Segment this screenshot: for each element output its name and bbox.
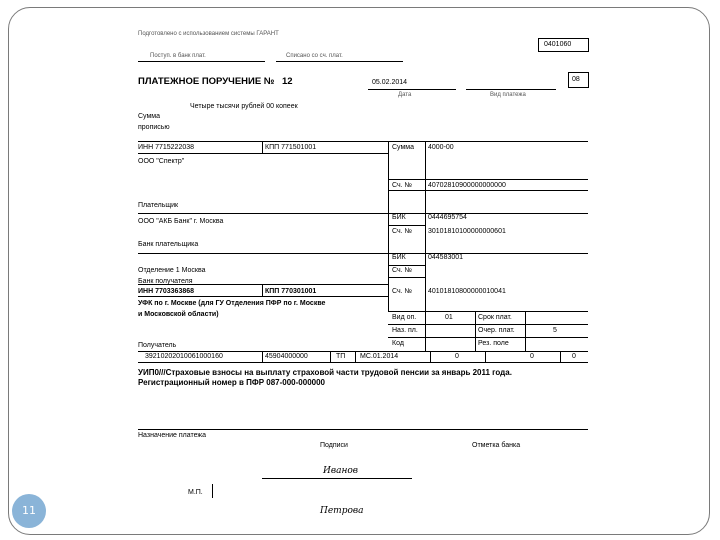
signature-2: Петрова [320,506,364,516]
payee-kpp: КПП 770301001 [265,288,317,295]
payer-account-label: Сч. № [392,182,413,189]
op-type-label: Вид оп. [392,314,417,321]
tax-type: 0 [572,353,576,360]
payee-inn: ИНН 7703363868 [138,288,195,295]
payee-name-1: УФК по г. Москве (для ГУ Отделения ПФР по г. Москве [138,300,326,307]
slide-frame [8,7,710,535]
payee-bank-name: Отделение 1 Москва [138,267,206,274]
purpose-label: Назначение платежа [138,432,206,439]
payee-name-2: и Московской области) [138,311,219,318]
payee-account-label: Сч. № [392,288,413,295]
date-label: Дата [398,92,412,98]
purpose-code-label: Наз. пл. [392,327,418,334]
order-value: 5 [553,327,557,334]
sum-value: 4000-00 [428,144,454,151]
payer-bank-bik: 0444695754 [428,214,467,221]
order-number: 12 [282,76,293,87]
tax-period: МС.01.2014 [360,353,399,360]
due-label: Срок плат. [478,314,512,321]
reserve-label: Рез. поле [478,340,509,347]
sum-label: Сумма [392,144,414,151]
payee-account: 40101810800000010041 [428,288,506,295]
payee-bank-bik-label: БИК [392,254,406,261]
tax-oktmo: 45904000000 [265,353,308,360]
code-label: Код [392,340,404,347]
payer-bank-name: ООО "АКБ Банк" г. Москва [138,218,224,225]
payee-bank-account-label: Сч. № [392,267,413,274]
tax-basis: ТП [336,353,346,360]
payee-bank-bik: 044583001 [428,254,464,261]
tax-kbk: 39210202010061000160 [145,353,223,360]
page-number-badge: 11 [12,494,46,528]
amount-words: Четыре тысячи рублей 00 копеек [190,103,298,110]
amount-label-1: Сумма [138,113,160,120]
payer-inn: ИНН 7715222038 [138,144,195,151]
order-label: Очер. плат. [478,327,515,334]
op-type: 01 [445,314,453,321]
payer-bank-label: Банк плательщика [138,241,199,248]
payer-bank-bik-label: БИК [392,214,406,221]
prepared-note: Подготовлено с использованием системы ГАРАНТ [138,31,279,37]
bank-marks-label: Отметка банка [472,442,521,449]
debited-label: Списано со сч. плат. [286,53,343,59]
payee-label: Получатель [138,342,177,349]
payment-type-label: Вид платежа [490,92,526,98]
purpose-line-2: Регистрационный номер в ПФР 087-000-000000 [138,378,325,387]
payer-bank-account: 30101810100000000601 [428,228,506,235]
payer-label: Плательщик [138,202,179,209]
tax-doc-date: 0 [530,353,534,360]
purpose-line-1: УИП0///Страховые взносы на выплату страховой части трудовой пенсии за январь 2011 года. [138,368,512,377]
payer-kpp: КПП 771501001 [265,144,317,151]
tax-doc-num: 0 [455,353,459,360]
order-title: ПЛАТЕЖНОЕ ПОРУЧЕНИЕ № [138,76,275,87]
signatures-label: Подписи [320,442,348,449]
order-date: 05.02.2014 [372,79,408,86]
received-label: Поступ. в банк плат. [150,53,206,59]
amount-label-2: прописью [138,124,170,131]
status-code: 08 [572,76,580,83]
signature-1: Иванов [323,466,359,476]
payee-bank-label: Банк получателя [138,278,193,285]
payer-bank-account-label: Сч. № [392,228,413,235]
payer-name: ООО "Спектр" [138,158,185,165]
payer-account: 40702810900000000000 [428,182,506,189]
stamp-label: М.П. [188,489,203,496]
form-code: 0401060 [544,41,572,48]
